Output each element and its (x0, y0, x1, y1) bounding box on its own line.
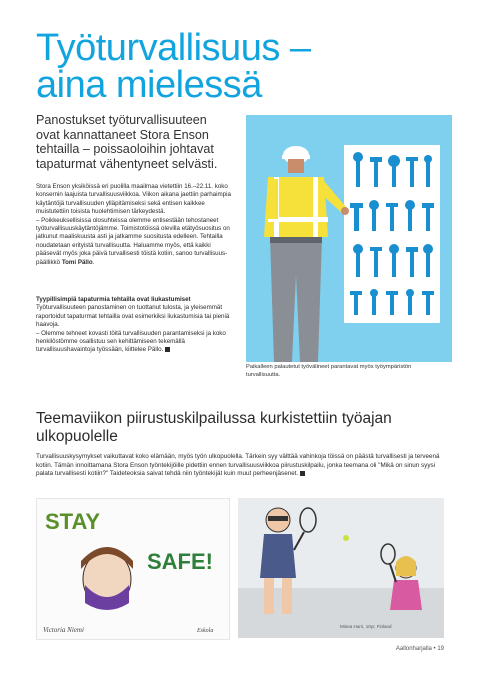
section-body-text: Turvallisuuskysymykset vaikuttavat koko elämään, myös työn ulkopuolella. Tärkein syy välttää vahinkoja töissä on päästä turvallisesti ja terveenä kotiin. Tämän innoittamana Stora Enson työntekijöille pidettiin ennen turvallisuusviikkoa piirustuskilpailu, jonka teemana oli "Mikä on sinun syysi palata turvallisesti kotiin?" Taideteoksia saivat tehdä niin työntekijät kuin muut perheenjäsenet. (36, 453, 440, 478)
tool-board-illustration (246, 115, 452, 362)
drawing-2-svg (238, 498, 444, 638)
worker-figure (264, 146, 349, 362)
subsection-heading: Tyypillisimpiä tapaturmia tehtailla ovat liukastumiset (36, 296, 191, 303)
section-body (36, 453, 446, 479)
drawing-stay-safe (36, 498, 230, 640)
end-mark-icon (300, 471, 305, 476)
article-body (36, 183, 236, 267)
end-mark-icon (165, 347, 170, 352)
body-paragraph-2-text: – Poikkeuksellisissa olosuhteissa olemme entisestään tehostaneet työturvallisuuskäytäntöjämme. Toimistotöissä olevilla etätyösuositus on jatkunut maaliskuusta asti ja jatkamme suositusta edelleen. Tehtailla noudatetaan erityistä turvallisuutta. Haluamme myös, että kaikki pääsevät myös joka päivä turvallisesti töistä kotiin, sanoo turvallisuus-päällikkö (36, 216, 230, 266)
illustration-caption: Paikalleen palautetut työvälineet parantavat myös työympäristön turvallisuutta. (246, 364, 412, 378)
page-footer: Aallonharjalla • 19 (395, 646, 444, 652)
subsection-text: Työturvallisuuteen panostaminen on tuottanut tulosta, ja yleisemmät raportoidut tapaturmat tehtailla ovat esimerkiksi liukastumisia tai pieniä haavoja. (36, 304, 230, 329)
subsection-text-2 (36, 330, 236, 355)
section-title: Teemaviikon piirustuskilpailussa kurkistettiin työajan ulkopuolelle (36, 410, 392, 445)
safe-text: SAFE! (147, 549, 213, 574)
artist-signature-2: Eskola (197, 628, 214, 634)
body-paragraph-2: – Poikkeuksellisissa olosuhteissa olemme entisestään tehostaneet työturvallisuuskäytäntöjämme. Toimistotöissä olevilla etätyösuositus on jatkunut maaliskuusta asti ja jatkamme suositusta edelleen. Tehtailla noudatetaan erityistä turvallisuutta. Haluamme myös, että kaikki pääsevät myös joka päivä turvallisesti töistä kotiin, sanoo turvallisuus-päällikkö Tomi Pällo. (36, 216, 230, 266)
body-paragraph-1: Stora Enson yksiköissä eri puolilla maailmaa vietettiin 16.–22.11. koko konsernin laajuista turvallisuusviikkoa. Viikon aikana jaettiin parhaimpia käytäntöjä turvallisuuden ylläpitämiseksi sekä entisen kaikkee muistutettiin toisista huolehtimisen tärkeydestä. (36, 183, 231, 216)
lead-paragraph: Panostukset työturvallisuuteen ovat kannattaneet Stora Enson tehtailla – poissaoloihin johtavat tapaturmat vähentyneet selvästi. (36, 113, 218, 171)
drawing-tennis (238, 498, 444, 638)
subsection-text-2-content: – Olemme tehneet kovasti töitä turvallisuuden parantamiseksi ja koko henkilöstömme osallistuu sen kehittämiseen tekemällä turvallisuushavaintoja työssään, kiittelee Pällo. (36, 329, 226, 354)
drawing-1-svg (37, 499, 229, 639)
artist-signature: Victoria Niemi (43, 626, 84, 634)
stay-text: STAY (45, 509, 101, 534)
person-name: Tomi Pällo (61, 258, 93, 266)
page-title: Työturvallisuus – aina mielessä (36, 27, 311, 106)
subsection (36, 296, 236, 355)
illustration-svg (246, 115, 452, 362)
drawing-credit: Minea Hurri, 10yr, Finland (340, 624, 392, 629)
